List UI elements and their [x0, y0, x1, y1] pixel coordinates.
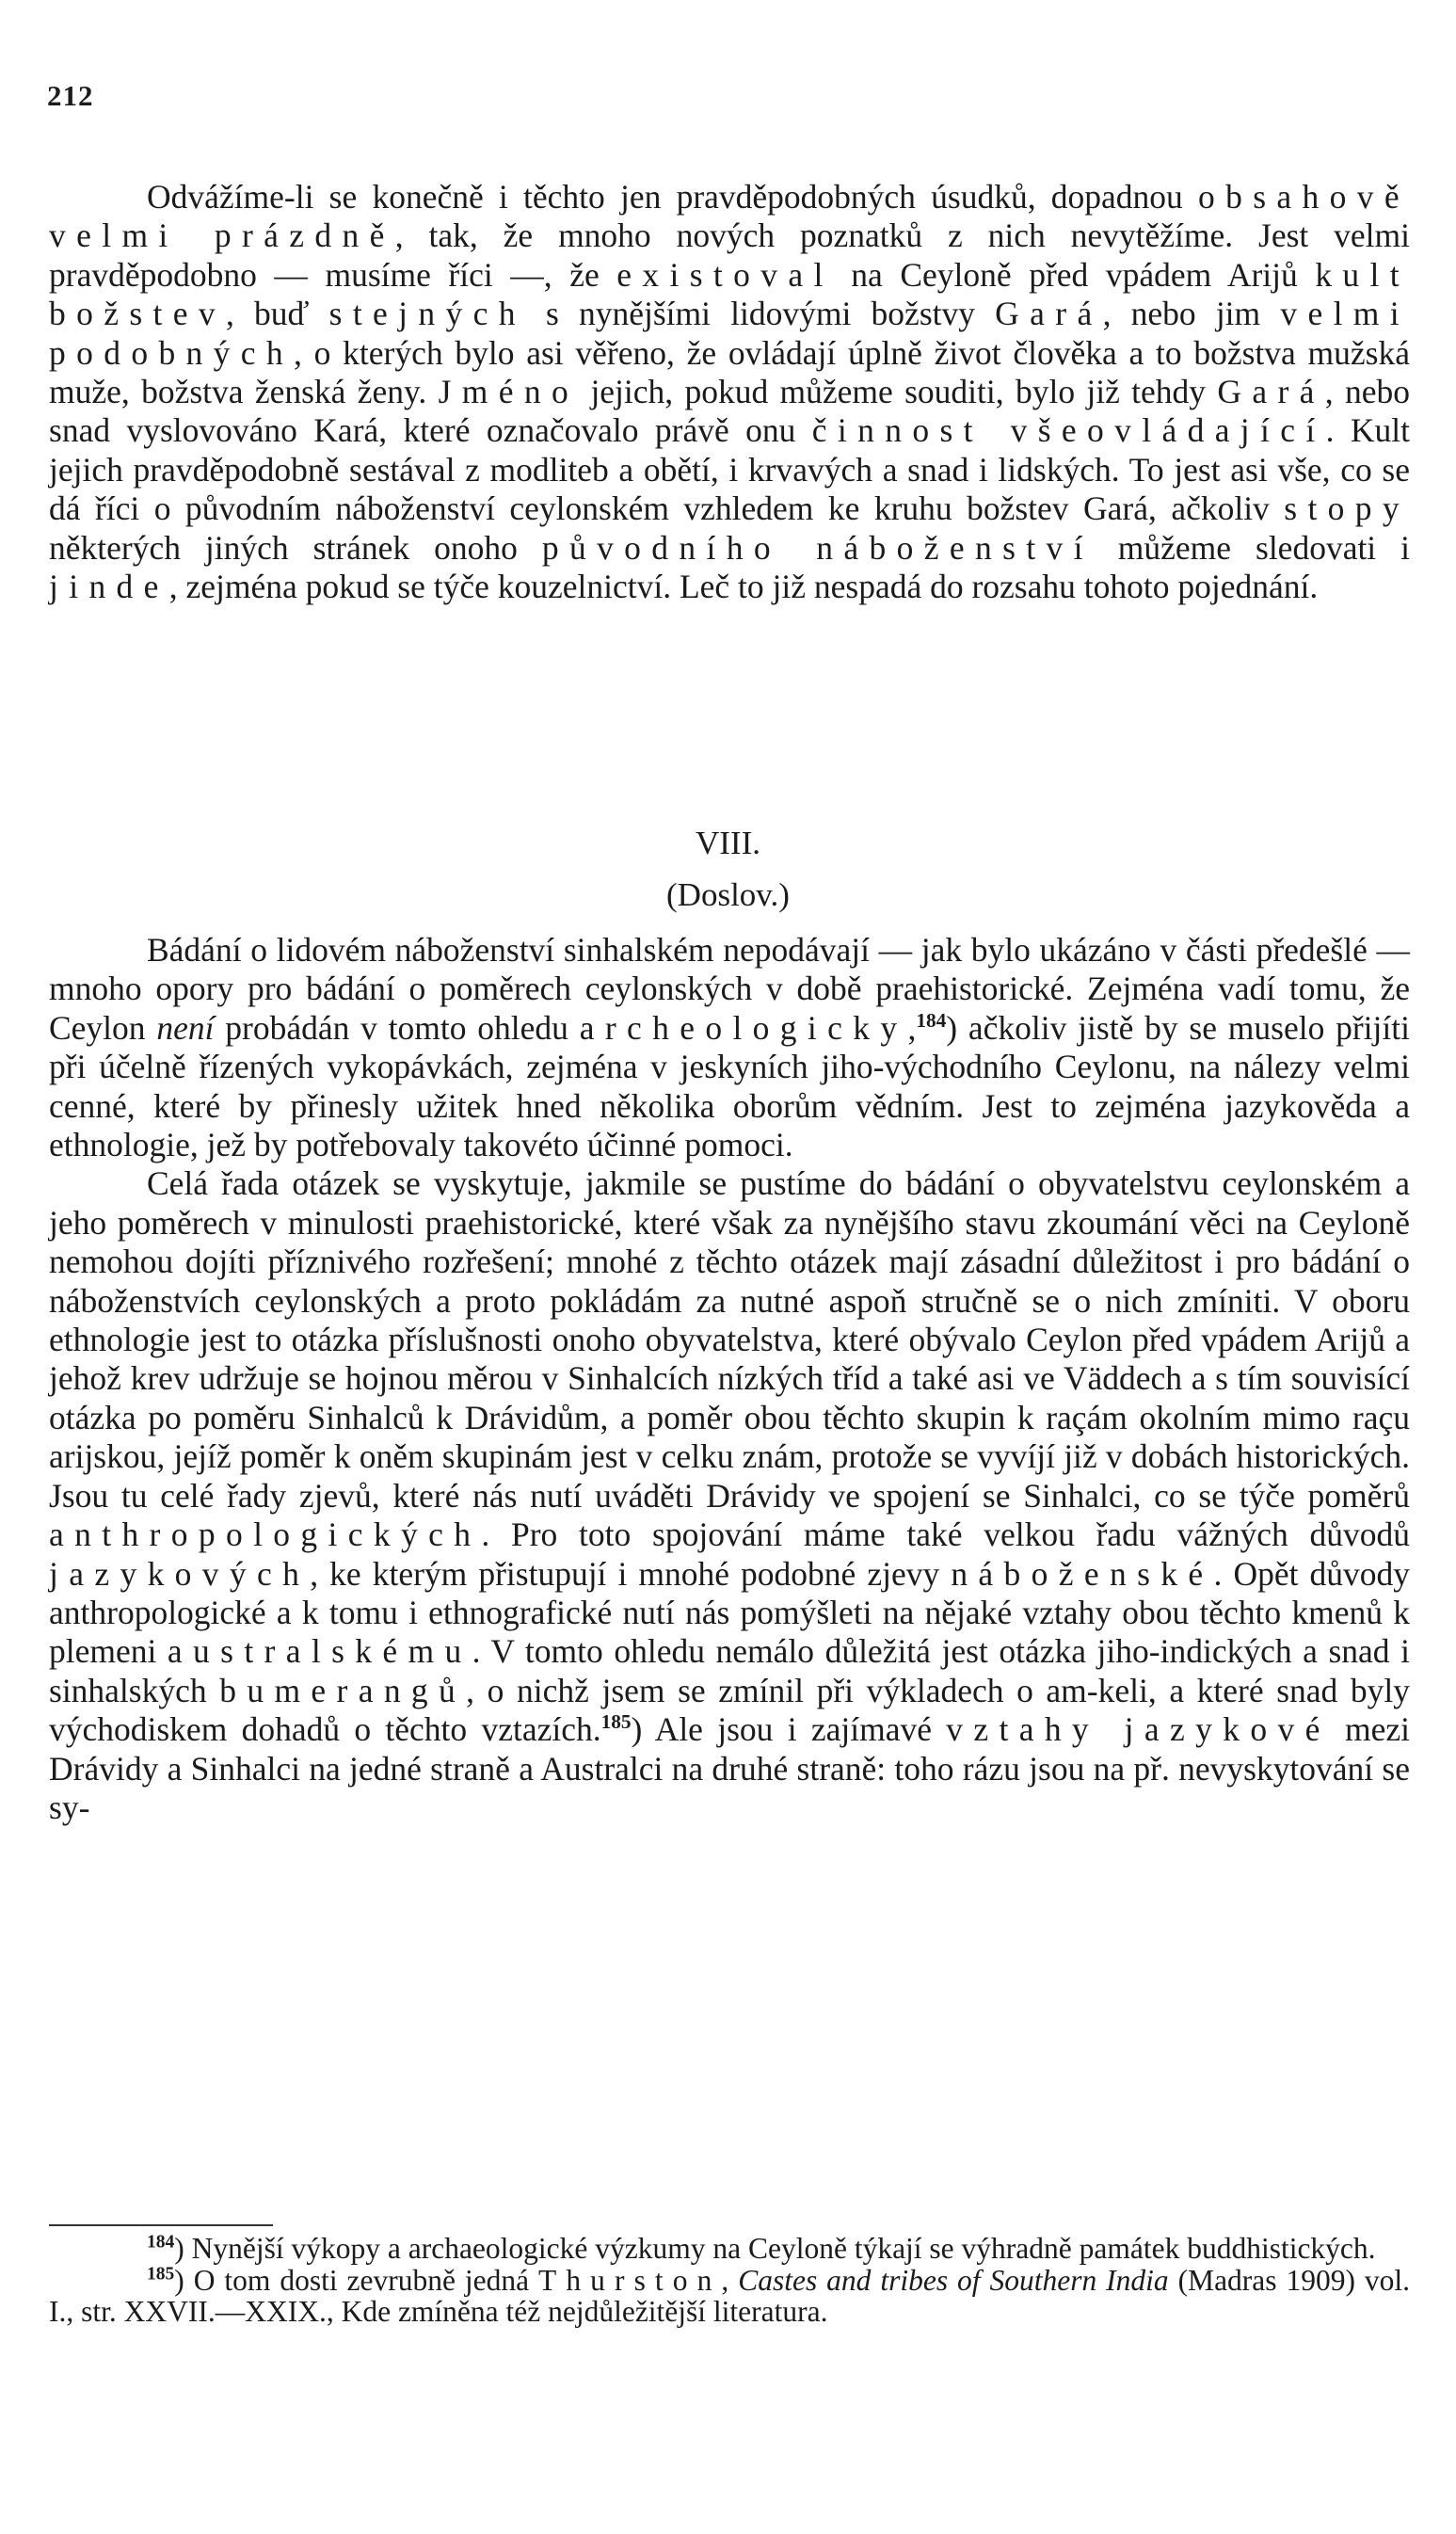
text-run: na Ceyloně před vpádem Arijů: [833, 255, 1316, 294]
text-run: , o kterých bylo asi věřeno, že ovládají úplně život člověka a to božstva mužská muže, božstva ženská ženy.: [49, 333, 1410, 411]
spaced-emphasis: jinde: [49, 568, 169, 606]
text-run: Celá řada otázek se vyskytuje, jakmile se pustíme do bádání o obyvatelstvu ceylonském a jeho poměrech v minulosti praehistorické, které však za nynějšího stavu zkoumání věci na Ceyloně nemohou dojíti příznivého rozřešení; mnohé z těchto otázek mají zásadní důležitost i pro bádání o náboženstvích ceylonských a proto pokládám za nutné aspoň stručně se o nich zmíniti. V oboru ethnologie jest to otázka příslušnosti onoho obyvatelstva, které obývalo Ceylon před vpádem Arijů a jehož krev udržuje se hojnou měrou v Sinhalcích nízkých tříd a také asi ve Väddech a s tím souvisící otázka po poměru Sinhalců k Drávidům, a poměr obou těchto skupin k raçám okolním mimo raçu arijskou, jejíž poměr k oněm skupinám jest v celku znám, protože se vyvíjí již v dobách historických. Jsou tu celé řady zjevů, které nás nutí uváděti Drávidy ve spojení se Sinhalci, co se týče poměrů: [49, 1164, 1410, 1515]
text-run: . Kult jejich pravděpodobně sestával z modliteb a obětí, i krvavých a snad i lidských. To jest asi vše, co se dá říci o původním náboženství ceylonském vzhledem ke kruhu božstev Gará, ačkoliv: [49, 411, 1410, 528]
text-run: probádán v tomto ohledu: [214, 1008, 580, 1047]
spaced-emphasis: obsahově velmi prázdně: [49, 178, 1410, 255]
text-run: některých jiných stránek onoho: [49, 528, 542, 567]
book-title: Castes and tribes of Southern India: [738, 2263, 1169, 2297]
footnote-divider: [49, 2224, 273, 2226]
paragraph-1: [49, 178, 1410, 606]
spaced-emphasis: archeologicky: [579, 1008, 908, 1047]
spaced-emphasis: původního náboženství: [541, 528, 1094, 567]
footnote-number: 184: [147, 2232, 175, 2253]
paragraph-2-3: [49, 931, 1410, 1827]
paragraph-2: [49, 931, 1410, 1164]
spaced-emphasis: Jméno: [438, 373, 580, 411]
text-run: , tak, že mnoho nových poznatků z nich nevytěžíme. Jest velmi pravděpodobno — musíme říci —, že: [49, 217, 1410, 294]
text-run: ) ačkoliv jistě by se muselo přijíti při účelně řízených vykopávkách, zejména v jeskyních jiho-východního Ceylonu, na nálezy velmi cenné, které by přinesly užitek hned několika oborům vědním. Jest to zejména jazykověda a ethnologie, jež by potřebovaly takovéto účinné pomoci.: [49, 1008, 1410, 1164]
text-run: mezi Drávidy a Sinhalci na jedné straně a Australci na druhé straně: toho rázu jsou na př. nevyskytování se sy-: [49, 1710, 1410, 1826]
spaced-emphasis: Gará: [995, 295, 1103, 333]
author-name: Thurston: [538, 2263, 722, 2297]
text-run: ) Ale jsou i zajímavé: [631, 1710, 947, 1749]
text-run: Odvážíme-li se konečně i těchto jen pravděpodobných úsudků, dopadnou: [147, 178, 1199, 216]
text-run: jejich, pokud můžeme souditi, bylo již tehdy: [579, 373, 1218, 411]
spaced-emphasis: Gará: [1217, 373, 1325, 411]
spaced-emphasis: stejných: [328, 295, 526, 333]
footnote-text: ) O tom dosti zevrubně jedná: [174, 2263, 539, 2297]
text-run: Bádání o lidovém náboženství sinhalském nepodávají — jak bylo ukázáno v části předešlé — mnoho opory pro bádání o poměrech ceylonských v době praehistorické. Zejména vadí tomu, že Ceylon: [49, 931, 1410, 1047]
spaced-emphasis: bumerangů: [219, 1671, 467, 1709]
footnote-text: (Madras 1909) vol. I., str. XXVII.—XXIX., Kde zmíněna též nejdůležitější literatura.: [49, 2263, 1411, 2329]
spaced-emphasis: náboženské: [951, 1554, 1214, 1593]
footnote-184: [49, 2233, 1410, 2265]
footnote-ref-184[interactable]: 184: [916, 1008, 947, 1032]
footnote-number: 185: [147, 2264, 175, 2285]
section-numeral: VIII.: [696, 825, 760, 861]
text-run: můžeme sledovati i: [1093, 528, 1411, 567]
text-run: . V tomto ohledu nemálo důležitá jest otázka jiho-indických a snad i sinhalských: [49, 1632, 1410, 1709]
spaced-emphasis: stopy: [1284, 489, 1410, 528]
spaced-emphasis: jazykových: [49, 1554, 311, 1593]
spaced-emphasis: kult božstev: [49, 255, 1410, 333]
paragraph-3: [49, 1164, 1410, 1827]
text-run: , o nichž jsem se zmínil při výkladech o am-keli, a které snad byly východiskem dohadů o těchto vztazích.: [49, 1671, 1410, 1749]
text-run: . Opět důvody anthropologické a k tomu i ethnografické nutí nás pomýšleti na nějaké vztahy obou těchto kmenů k plemeni: [49, 1554, 1411, 1671]
spaced-emphasis: velmi podobných: [49, 295, 1410, 372]
footnote-text: ,: [721, 2263, 739, 2297]
footnote-185: [49, 2265, 1410, 2328]
text-run: . Pro toto spojování máme také velkou řadu vážných důvodů: [481, 1516, 1410, 1554]
text-run: ,: [907, 1008, 917, 1047]
spaced-emphasis: australskému: [167, 1632, 472, 1671]
footnote-text: ) Nynější výkopy a archaeologické výzkumy na Ceyloně týkají se výhradně památek buddhistických.: [174, 2232, 1376, 2265]
spaced-emphasis: existoval: [616, 255, 834, 294]
text-run: , zejména pokud se týče kouzelnictví. Leč to již nespadá do rozsahu tohoto pojednání.: [168, 568, 1319, 606]
page-number: 212: [47, 79, 94, 112]
italic-emphasis: není: [156, 1008, 215, 1047]
text-run: , nebo jim: [1102, 295, 1281, 333]
spaced-emphasis: činnost všeovládající: [811, 411, 1326, 450]
section-title: (Doslov.): [666, 876, 790, 913]
footnote-ref-185[interactable]: 185: [600, 1710, 632, 1734]
text-run: , nebo snad vyslovováno Kará, které označovalo právě onu: [49, 373, 1410, 450]
text-run: , ke kterým přistupují i mnohé podobné zjevy: [310, 1554, 952, 1593]
text-run: s nynějšími lidovými božstvy: [525, 295, 996, 333]
spaced-emphasis: vztahy jazykové: [946, 1710, 1331, 1749]
text-run: , buď: [225, 295, 329, 333]
footnotes: [49, 2233, 1410, 2328]
spaced-emphasis: anthropologických: [49, 1516, 482, 1554]
